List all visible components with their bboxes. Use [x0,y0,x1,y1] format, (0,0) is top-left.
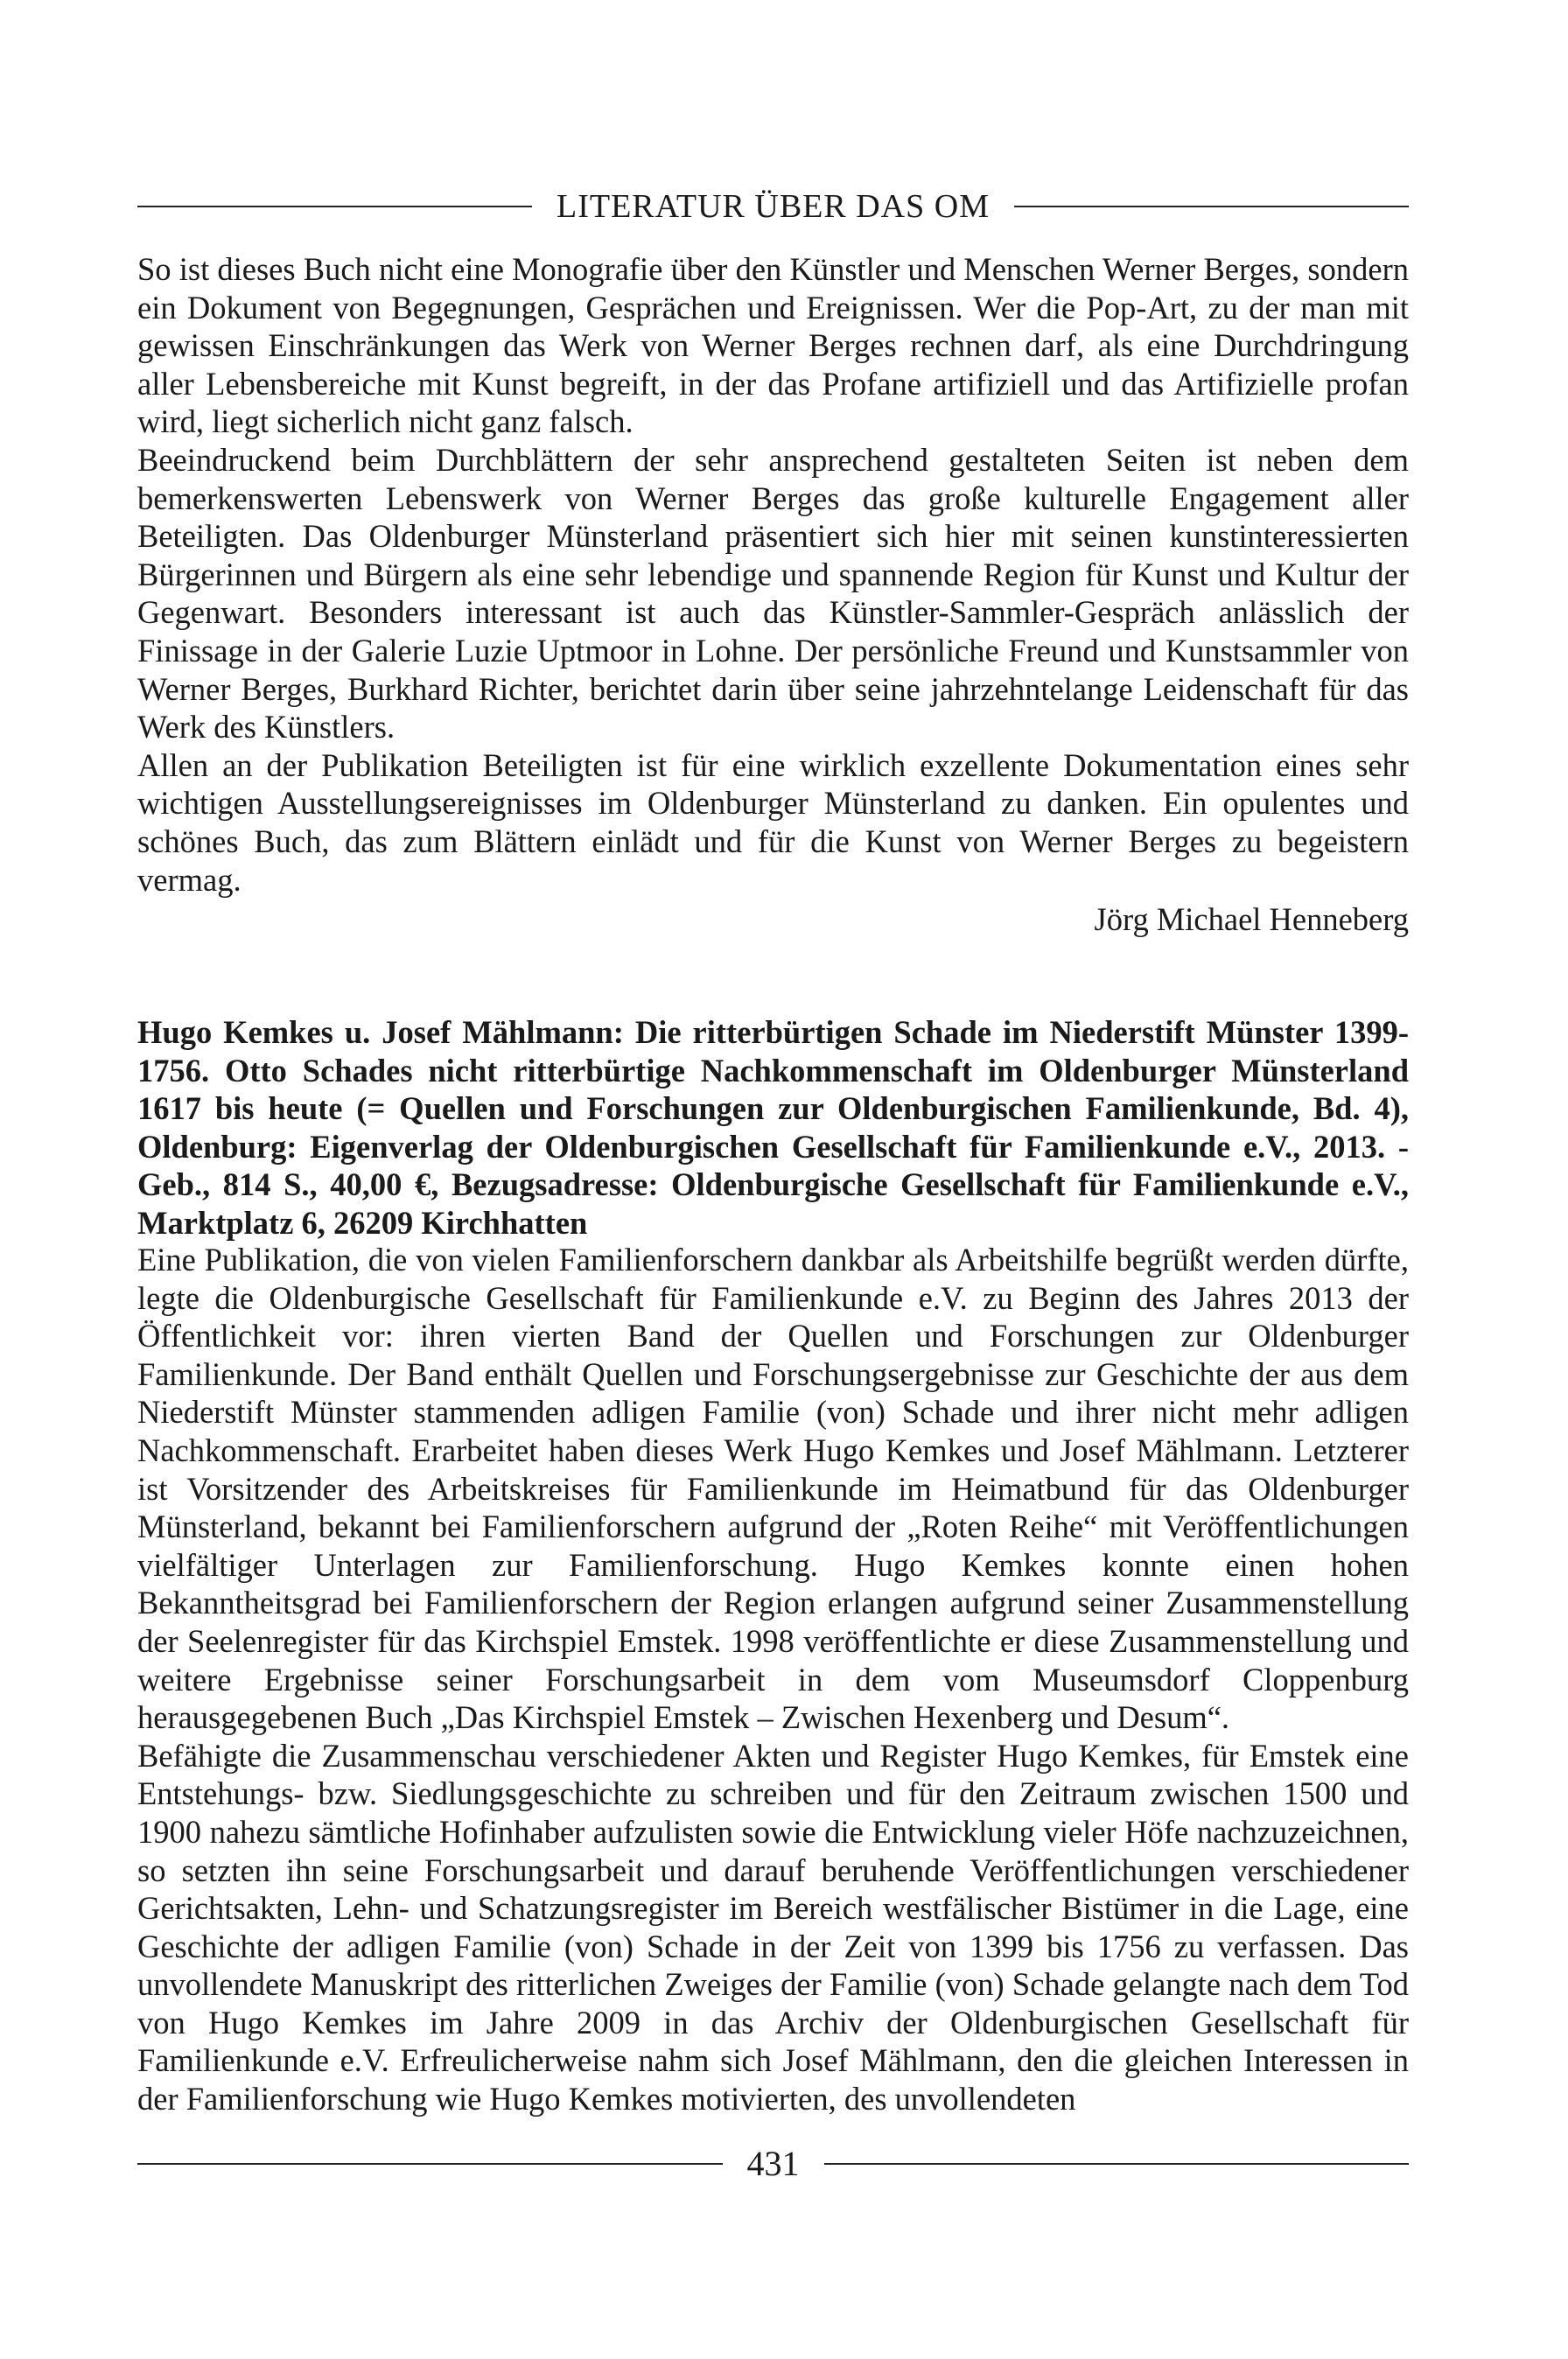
review-heading: Hugo Kemkes u. Josef Mählmann: Die ritterbürtigen Schade im Niederstift Münster 1399-1756. Otto Schades nicht ritterbürtige Nachkommenschaft im Oldenburger Münsterland 1617 bis heute (= Quellen und Forschungen zur Oldenburgischen Familienkunde, Bd. 4), Oldenburg: Eigenverlag der Oldenburgischen Gesellschaft für Familienkunde e.V., 2013. - Geb., 814 S., 40,00 €, Bezugsadresse: Oldenburgische Gesellschaft für Familienkunde e.V., Marktplatz 6, 26209 Kirchhatten [137,1014,1409,1241]
paragraph: Allen an der Publikation Beteiligten ist für eine wirklich exzellente Dokumentation eines sehr wichtigen Ausstellungsereignisses im Oldenburger Münsterland zu danken. Ein opulentes und schönes Buch, das zum Blättern einlädt und für die Kunst von Werner Berges zu begeistern vermag. [137,746,1409,898]
review-author: Jörg Michael Henneberg [1094,901,1409,938]
running-footer [137,2142,1409,2186]
header-rule-right [1014,206,1409,207]
review-text-first [137,250,1409,941]
paragraph: So ist dieses Buch nicht eine Monografie über den Künstler und Menschen Werner Berges, sondern ein Dokument von Begegnungen, Gesprächen und Ereignissen. Wer die Pop-Art, zu der man mit gewissen Einschränkungen das Werk von Werner Berges rechnen darf, als eine Durchdringung aller Lebensbereiche mit Kunst begreift, in der das Profane artifiziell und das Artifizielle profan wird, liegt sicherlich nicht ganz falsch. [137,251,1409,440]
document-page [137,0,1409,2359]
paragraph: Befähigte die Zusammenschau verschiedener Akten und Register Hugo Kemkes, für Emstek eine Entstehungs- bzw. Siedlungsgeschichte zu schreiben und für den Zeitraum zwischen 1500 und 1900 nahezu sämtliche Hofinhaber aufzulisten sowie die Entwicklung vieler Höfe nachzuzeichnen, so setzten ihn seine Forschungsarbeit und darauf beruhende Veröffentlichungen verschiedener Gerichtsakten, Lehn- und Schatzungsregister im Bereich westfälischer Bistümer in die Lage, eine Geschichte der adligen Familie (von) Schade in der Zeit von 1399 bis 1756 zu verfassen. Das unvollendete Manuskript des ritterlichen Zweiges der Familie (von) Schade gelangte nach dem Tod von Hugo Kemkes im Jahre 2009 in das Archiv der Oldenburgischen Gesellschaft für Familienkunde e.V. Erfreulicherweise nahm sich Josef Mählmann, den die gleichen Interessen in der Familienforschung wie Hugo Kemkes motivierten, des unvollendeten [137,1737,1409,2118]
running-header [137,186,1409,228]
header-rule-left [137,206,532,207]
header-title: LITERATUR ÜBER DAS OM [556,188,990,225]
footer-rule-left [137,2163,723,2165]
page-number: 431 [746,2144,800,2183]
paragraph: Eine Publikation, die von vielen Familienforschern dankbar als Arbeitshilfe begrüßt werden dürfte, legte die Oldenburgische Gesellschaft für Familienkunde e.V. zu Beginn des Jahres 2013 der Öffentlichkeit vor: ihren vierten Band der Quellen und Forschungen zur Oldenburger Familienkunde. Der Band enthält Quellen und Forschungsergebnisse zur Geschichte der aus dem Niederstift Münster stammenden adligen Familie (von) Schade und ihrer nicht mehr adligen Nachkommenschaft. Erarbeitet haben dieses Werk Hugo Kemkes und Josef Mählmann. Letzterer ist Vorsitzender des Arbeitskreises für Familienkunde im Heimatbund für das Oldenburger Münsterland, bekannt bei Familienforschern aufgrund der „Roten Reihe“ mit Veröffentlichungen vielfältiger Unterlagen zur Familienforschung. Hugo Kemkes konnte einen hohen Bekanntheitsgrad bei Familienforschern der Region erlangen aufgrund seiner Zusammenstellung der Seelenregister für das Kirchspiel Emstek. 1998 veröffentlichte er diese Zusammenstellung und weitere Ergebnisse seiner Forschungsarbeit in dem vom Museumsdorf Cloppenburg herausgegebenen Buch „Das Kirchspiel Emstek – Zwischen Hexenberg und Desum“. [137,1242,1409,1736]
paragraph: Beeindruckend beim Durchblättern der sehr ansprechend gestalteten Seiten ist neben dem bemerkenswerten Lebenswerk von Werner Berges das große kulturelle Engagement aller Beteiligten. Das Oldenburger Münsterland präsentiert sich hier mit seinen kunstinteressierten Bürgerinnen und Bürgern als eine sehr lebendige und spannende Region für Kunst und Kultur der Gegenwart. Besonders interessant ist auch das Künstler-Sammler-Gespräch anlässlich der Finissage in der Galerie Luzie Uptmoor in Lohne. Der persönliche Freund und Kunstsammler von Werner Berges, Burkhard Richter, berichtet darin über seine jahrzehntelange Leidenschaft für das Werk des Künstlers. [137,441,1409,746]
footer-rule-right [824,2163,1410,2165]
review-text-second [137,1241,1409,2118]
